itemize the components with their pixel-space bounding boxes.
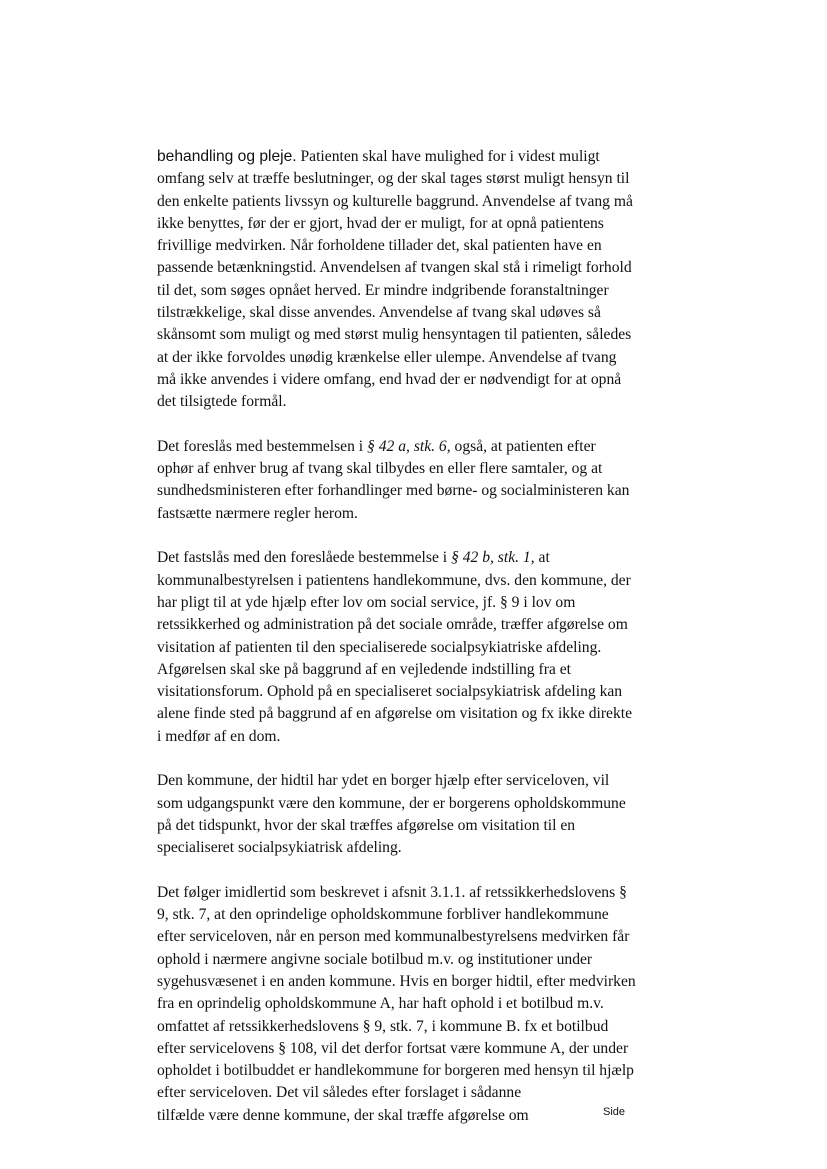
text-line	[157, 257, 677, 279]
legal-reference: § 42 a, stk. 6,	[367, 437, 451, 455]
text-line	[157, 235, 677, 257]
text-segment: omfang selv at træffe beslutninger, og der skal tages størst muligt hensyn til	[157, 170, 630, 188]
text-line	[157, 882, 677, 904]
text-segment: i medfør af en dom.	[157, 727, 281, 745]
text-segment: sygehusvæsenet i en anden kommune. Hvis en borger hidtil, efter medvirken	[157, 972, 636, 990]
text-line	[157, 458, 677, 480]
text-segment: visitationsforum. Ophold på en specialiseret socialpsykiatrisk afdeling kan	[157, 683, 623, 701]
text-line	[157, 815, 677, 837]
text-line	[157, 592, 677, 614]
text-segment: at	[534, 549, 550, 567]
text-segment: Det foreslås med bestemmelsen i	[157, 437, 368, 455]
text-segment: Den kommune, der hidtil har ydet en borger hjælp efter serviceloven, vil	[157, 772, 610, 790]
text-segment: kommunalbestyrelsen i patientens handlekommune, dvs. den kommune, der	[157, 571, 631, 589]
text-line	[157, 191, 677, 213]
text-line	[157, 681, 677, 703]
text-segment: alene finde sted på baggrund af en afgørelse om visitation og fx ikke direkte	[157, 705, 633, 723]
text-segment: må ikke anvendes i videre omfang, end hvad der er nødvendigt for at opnå	[157, 370, 622, 388]
text-segment: den enkelte patients livssyn og kulturelle baggrund. Anvendelse af tvang må	[157, 192, 633, 210]
text-line	[157, 971, 677, 993]
text-segment: visitation af patienten til den specialiserede socialpsykiatriske afdeling.	[157, 638, 602, 656]
text-line	[157, 726, 677, 748]
text-segment: Det følger imidlertid som beskrevet i afsnit 3.1.1. af retssikkerhedslovens §	[157, 883, 627, 901]
text-line	[157, 570, 677, 592]
text-segment: skånsomt som muligt og med størst mulig hensyntagen til patienten, således	[157, 326, 632, 344]
paragraph	[157, 547, 677, 748]
text-line	[157, 503, 677, 525]
text-segment: omfattet af retssikkerhedslovens § 9, stk. 7, i kommune B. fx et botilbud	[157, 1017, 609, 1035]
text-line	[157, 659, 677, 681]
legal-reference: § 42 b, stk. 1,	[451, 549, 535, 567]
text-segment: tilfælde være denne kommune, der skal træffe afgørelse om	[157, 1106, 529, 1124]
text-line	[157, 547, 677, 569]
text-line	[157, 391, 677, 413]
text-line	[157, 793, 677, 815]
text-segment: tilstrækkelige, skal disse anvendes. Anvendelse af tvang skal udøves så	[157, 304, 601, 322]
paragraph	[157, 770, 677, 859]
text-line	[157, 1060, 677, 1082]
text-segment: ikke benyttes, før der er gjort, hvad der er muligt, for at opnå patientens	[157, 214, 604, 232]
text-segment: som udgangspunkt være den kommune, der er borgerens opholdskommune	[157, 794, 626, 812]
text-line	[157, 369, 677, 391]
text-line	[157, 347, 677, 369]
text-segment: fastsætte nærmere regler herom.	[157, 504, 358, 522]
text-segment: efter serviceloven, når en person med kommunalbestyrelsens medvirken får	[157, 928, 630, 946]
text-line	[157, 280, 677, 302]
text-line	[157, 168, 677, 190]
text-line	[157, 1082, 677, 1104]
paragraph	[157, 436, 677, 525]
text-segment: det tilsigtede formål.	[157, 393, 287, 411]
text-segment: retssikkerhed og administration på det sociale område, træffer afgørelse om	[157, 616, 628, 634]
text-segment: ophold i nærmere angivne sociale botilbud m.v. og institutioner under	[157, 950, 593, 968]
text-segment: specialiseret socialpsykiatrisk afdeling.	[157, 839, 402, 857]
text-segment: efter servicelovens § 108, vil det derfor fortsat være kommune A, der under	[157, 1039, 629, 1057]
text-line	[157, 993, 677, 1015]
text-segment: til det, som søges opnået herved. Er mindre indgribende foranstaltninger	[157, 281, 609, 299]
page-footer-label: Side	[603, 1106, 626, 1118]
text-line	[157, 926, 677, 948]
text-line	[157, 949, 677, 971]
document-body	[157, 146, 677, 1149]
text-segment: passende betænkningstid. Anvendelsen af tvangen skal stå i rimeligt forhold	[157, 259, 632, 277]
text-line	[157, 1016, 677, 1038]
text-line	[157, 703, 677, 725]
text-segment: efter serviceloven. Det vil således efter forslaget i sådanne	[157, 1084, 522, 1102]
text-segment: også, at patienten efter	[450, 437, 596, 455]
text-segment: på det tidspunkt, hvor der skal træffes afgørelse om visitation til en	[157, 816, 576, 834]
text-segment: ophør af enhver brug af tvang skal tilbydes en eller flere samtaler, og at	[157, 460, 603, 478]
text-line	[157, 324, 677, 346]
text-segment: har pligt til at yde hjælp efter lov om social service, jf. § 9 i lov om	[157, 593, 576, 611]
paragraph	[157, 146, 677, 414]
text-line	[157, 1038, 677, 1060]
text-line	[157, 1105, 677, 1127]
text-line	[157, 480, 677, 502]
lead-phrase: behandling og pleje.	[157, 148, 297, 165]
text-segment: at der ikke forvoldes unødig krænkelse eller ulempe. Anvendelse af tvang	[157, 348, 617, 366]
text-segment: Det fastslås med den foreslåede bestemmelse i	[157, 549, 452, 567]
text-line	[157, 837, 677, 859]
text-line	[157, 637, 677, 659]
text-line	[157, 770, 677, 792]
text-segment: sundhedsministeren efter forhandlinger med børne- og socialministeren kan	[157, 482, 630, 500]
text-line	[157, 146, 677, 168]
text-segment: opholdet i botilbuddet er handlekommune for borgeren med hensyn til hjælp	[157, 1062, 634, 1080]
text-line	[157, 614, 677, 636]
text-line	[157, 213, 677, 235]
text-line	[157, 302, 677, 324]
text-line	[157, 436, 677, 458]
text-segment: frivillige medvirken. Når forholdene tillader det, skal patienten have en	[157, 237, 602, 255]
text-segment: Afgørelsen skal ske på baggrund af en vejledende indstilling fra et	[157, 660, 571, 678]
text-segment: 9, stk. 7, at den oprindelige opholdskommune forbliver handlekommune	[157, 906, 609, 924]
paragraph	[157, 882, 677, 1127]
text-line	[157, 904, 677, 926]
text-segment: Patienten skal have mulighed for i videst muligt	[296, 148, 600, 165]
text-segment: fra en oprindelig opholdskommune A, har haft ophold i et botilbud m.v.	[157, 995, 604, 1013]
